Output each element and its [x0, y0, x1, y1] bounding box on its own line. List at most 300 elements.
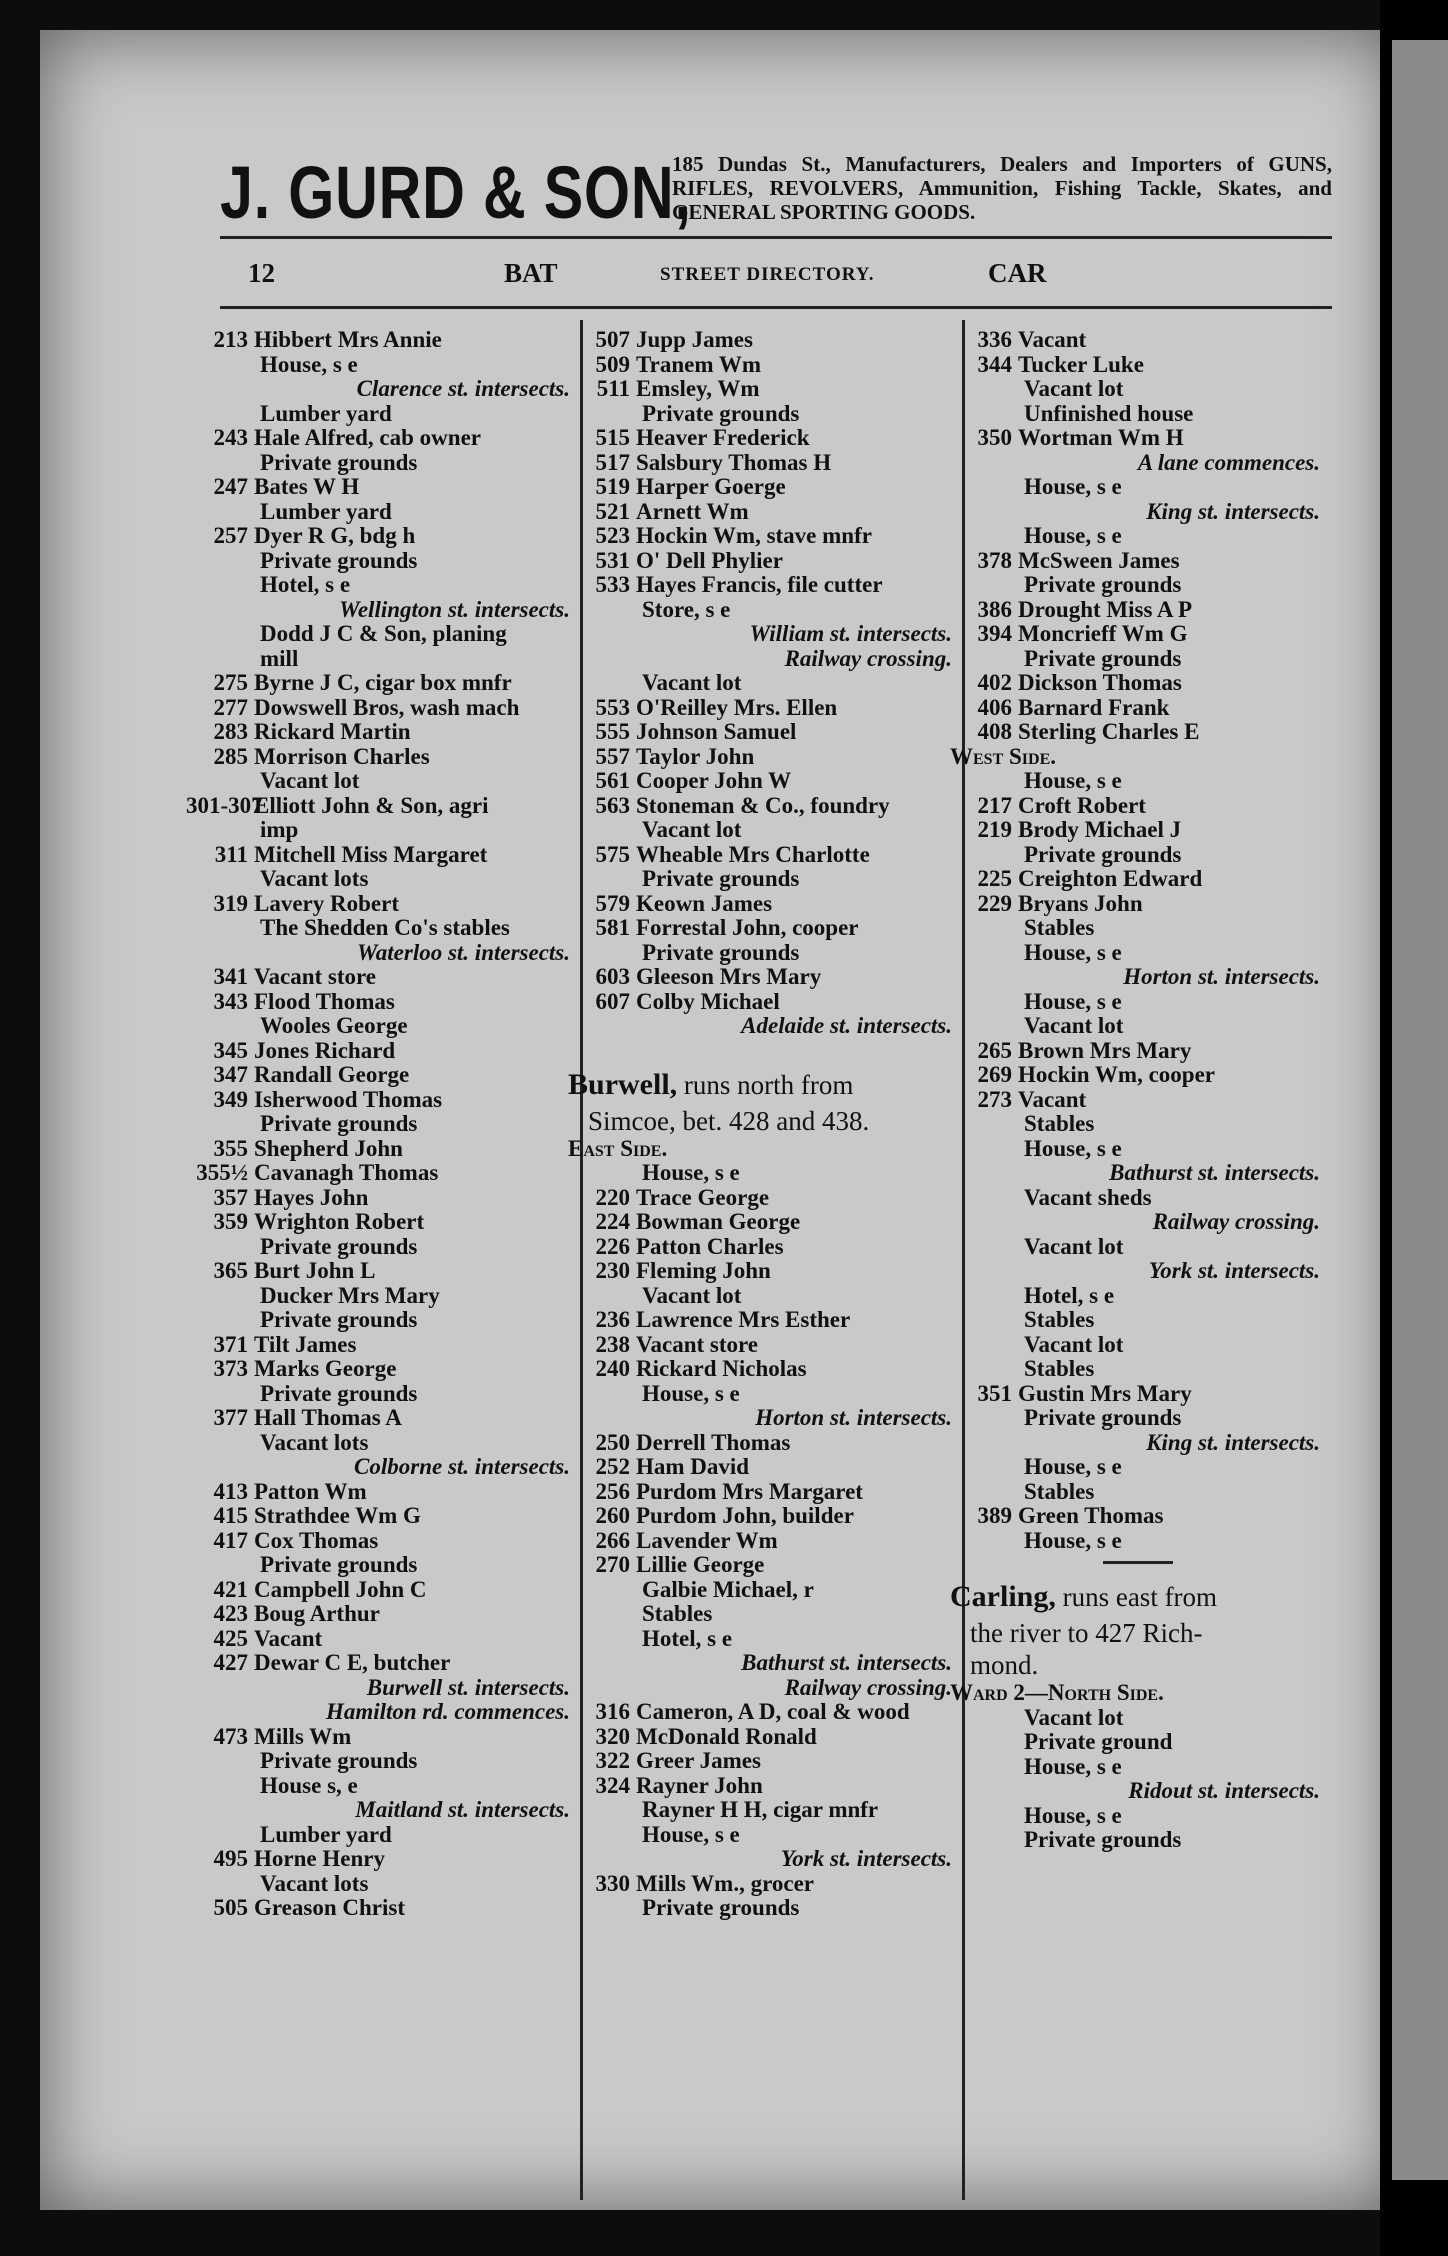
occupant-name: Vacant store — [636, 1331, 759, 1357]
occupant-name: Heaver Frederick — [636, 425, 810, 450]
house-number: 252 — [595, 1454, 630, 1479]
directory-entry — [950, 794, 1326, 819]
directory-entry — [186, 500, 576, 525]
advertisement-header — [220, 140, 1330, 240]
directory-entry — [568, 500, 958, 525]
directory-entry — [186, 1651, 576, 1676]
directory-entry — [950, 1333, 1326, 1358]
occupant-name: Vacant lots — [260, 866, 369, 891]
directory-entry — [186, 353, 576, 378]
occupant-name: House, s e — [1024, 988, 1122, 1014]
occupant-name: House, s e — [1024, 474, 1122, 499]
occupant-name: Stoneman & Co., foundry — [636, 792, 890, 818]
occupant-name: O'Reilley Mrs. Ellen — [636, 694, 838, 720]
directory-entry — [568, 1578, 958, 1603]
directory-entry — [186, 573, 576, 598]
occupant-name: Purdom Mrs Margaret — [636, 1478, 863, 1504]
directory-entry — [186, 1774, 576, 1799]
occupant-name: Private grounds — [1024, 572, 1182, 597]
directory-entry — [568, 524, 958, 549]
directory-entry — [568, 1602, 958, 1627]
occupant-name: House, s e — [642, 1160, 740, 1185]
directory-entry — [186, 867, 576, 892]
directory-entry — [568, 451, 958, 476]
occupant-name: Marks George — [254, 1356, 397, 1381]
directory-entry — [950, 1112, 1326, 1137]
occupant-name: Sterling Charles E — [1018, 719, 1200, 744]
house-number: 575 — [595, 841, 630, 867]
house-number: 224 — [595, 1209, 630, 1234]
house-number: 275 — [213, 670, 248, 695]
directory-entry — [950, 696, 1326, 721]
house-number: 402 — [977, 670, 1012, 695]
house-number: 553 — [595, 694, 630, 720]
directory-entry — [186, 1014, 576, 1039]
house-number: 351 — [977, 1380, 1012, 1406]
house-number: 423 — [213, 1601, 248, 1626]
house-number: 345 — [213, 1037, 248, 1063]
directory-entry — [568, 1798, 958, 1823]
directory-entry — [950, 426, 1326, 451]
occupant-name: Burt John L — [254, 1258, 376, 1283]
occupant-name: Morrison Charles — [254, 743, 430, 769]
cross-street-note: Burwell st. intersects. — [366, 1674, 570, 1700]
occupant-name: Private grounds — [260, 1233, 418, 1259]
directory-entry — [186, 769, 576, 794]
occupant-name: Private grounds — [1024, 645, 1182, 671]
occupant-name: Hayes Francis, file cutter — [636, 572, 883, 597]
directory-entry — [186, 1382, 576, 1407]
directory-entry — [950, 990, 1326, 1015]
house-number: 415 — [213, 1503, 248, 1528]
occupant-name: Vacant lot — [642, 817, 742, 842]
occupant-name: Rickard Nicholas — [636, 1356, 807, 1381]
directory-entry — [950, 549, 1326, 574]
occupant-name: Jones Richard — [254, 1037, 396, 1063]
house-number: 386 — [977, 596, 1012, 622]
house-number: 408 — [977, 719, 1012, 744]
house-number: 579 — [595, 890, 630, 916]
house-number: 311 — [214, 841, 248, 867]
occupant-name: Wheable Mrs Charlotte — [636, 841, 870, 867]
occupant-name: Green Thomas — [1018, 1503, 1164, 1528]
directory-entry — [186, 1896, 576, 1921]
directory-entry — [568, 1553, 958, 1578]
directory-entry — [186, 1333, 576, 1358]
house-number: 505 — [213, 1895, 248, 1920]
directory-entry — [186, 524, 576, 549]
directory-entry — [950, 1755, 1326, 1780]
house-number: 413 — [213, 1478, 248, 1504]
street-heading — [568, 1069, 958, 1105]
directory-entry — [950, 647, 1326, 672]
directory-column-1 — [186, 328, 576, 1921]
directory-entry — [950, 328, 1326, 353]
directory-entry — [568, 377, 958, 402]
occupant-name: Private grounds — [260, 1748, 418, 1773]
occupant-name: McDonald Ronald — [636, 1723, 817, 1749]
directory-entry — [186, 1063, 576, 1088]
cross-street-note: Hamilton rd. commences. — [325, 1699, 570, 1724]
occupant-name: Private grounds — [260, 449, 418, 475]
street-description: runs north from — [677, 1069, 854, 1100]
house-number: 256 — [595, 1478, 630, 1504]
occupant-name: Horne Henry — [254, 1846, 385, 1871]
side-heading: Ward 2—North Side. — [950, 1680, 1164, 1705]
occupant-name: Bowman George — [636, 1209, 801, 1234]
directory-entry — [568, 402, 958, 427]
directory-entry — [950, 475, 1326, 500]
occupant-name: Vacant — [1018, 327, 1087, 352]
header-rule — [220, 236, 1332, 239]
directory-entry — [950, 1706, 1326, 1731]
directory-entry — [950, 843, 1326, 868]
directory-entry — [950, 598, 1326, 623]
occupant-name: Vacant lot — [1024, 1704, 1124, 1730]
occupant-name: The Shedden Co's stables — [260, 915, 510, 940]
house-number: 406 — [977, 694, 1012, 720]
directory-entry — [186, 1749, 576, 1774]
directory-entry — [186, 1529, 576, 1554]
directory-entry — [568, 1774, 958, 1799]
occupant-name: Unfinished house — [1024, 400, 1194, 426]
occupant-name: House, s e — [1024, 1802, 1122, 1828]
house-number: 320 — [595, 1723, 630, 1749]
occupant-name: Private grounds — [642, 400, 800, 426]
house-number: 336 — [977, 327, 1012, 352]
occupant-name: Private grounds — [1024, 1405, 1182, 1430]
occupant-name: Vacant store — [254, 964, 377, 989]
house-number: 250 — [595, 1429, 630, 1455]
occupant-name: Wooles George — [260, 1013, 408, 1038]
occupant-name: Brown Mrs Mary — [1018, 1037, 1192, 1063]
directory-entry — [568, 1700, 958, 1725]
house-number: 378 — [977, 547, 1012, 573]
occupant-name: Rickard Martin — [254, 719, 411, 744]
directory-entry — [186, 622, 576, 647]
next-page-edge — [1392, 40, 1448, 2180]
directory-entry — [186, 696, 576, 721]
house-number: 511 — [596, 376, 630, 401]
directory-entry — [186, 892, 576, 917]
occupant-name: Stables — [1024, 1111, 1095, 1136]
occupant-name: Private grounds — [260, 547, 418, 573]
occupant-name: Stables — [1024, 1307, 1095, 1332]
occupant-name: Lavery Robert — [254, 890, 399, 916]
occupant-name: Creighton Edward — [1018, 866, 1203, 891]
house-number: 347 — [213, 1062, 248, 1087]
occupant-name: Vacant lot — [1024, 1233, 1124, 1259]
directory-entry — [186, 1161, 576, 1186]
house-number: 421 — [213, 1576, 248, 1602]
cross-street-note: Wellington st. intersects. — [339, 596, 570, 622]
cross-street-note: King st. intersects. — [1146, 498, 1320, 524]
directory-entry — [186, 1112, 576, 1137]
directory-entry — [186, 1847, 576, 1872]
house-number: 373 — [213, 1356, 248, 1381]
cross-street-note: Bathurst st. intersects. — [1109, 1160, 1320, 1185]
occupant-name: Trace George — [636, 1184, 770, 1210]
directory-entry — [950, 1382, 1326, 1407]
house-number: 269 — [977, 1062, 1012, 1087]
house-number: 301-307 — [186, 792, 263, 818]
house-number: 270 — [595, 1552, 630, 1577]
street-description: the river to 427 Rich- — [970, 1618, 1203, 1648]
side-heading: West Side. — [950, 743, 1056, 769]
directory-entry — [950, 353, 1326, 378]
directory-entry — [186, 916, 576, 941]
occupant-name: Moncrieff Wm G — [1018, 621, 1188, 646]
directory-entry — [950, 1014, 1326, 1039]
occupant-name: Private ground — [1024, 1729, 1173, 1754]
occupant-name: Johnson Samuel — [636, 719, 797, 744]
cross-street-note: William st. intersects. — [749, 621, 952, 646]
occupant-name: Lawrence Mrs Esther — [636, 1307, 851, 1332]
occupant-name: Private grounds — [1024, 841, 1182, 867]
directory-entry — [186, 402, 576, 427]
directory-entry — [568, 1382, 958, 1407]
occupant-name: House, s e — [642, 1380, 740, 1406]
occupant-name: Store, s e — [642, 596, 731, 622]
directory-entry — [568, 1480, 958, 1505]
occupant-name: Hotel, s e — [1024, 1282, 1115, 1308]
occupant-name: Ham David — [636, 1454, 750, 1479]
occupant-name: Hotel, s e — [642, 1625, 733, 1651]
house-number: 517 — [595, 449, 630, 475]
occupant-name: Strathdee Wm G — [254, 1503, 421, 1528]
directory-entry — [186, 647, 576, 672]
occupant-name: Derrell Thomas — [636, 1429, 791, 1455]
house-number: 240 — [595, 1356, 630, 1381]
directory-entry — [186, 1725, 576, 1750]
house-number: 330 — [595, 1870, 630, 1896]
advertisement-text: 185 Dundas St., Manufacturers, Dealers and Importers of GUNS, RIFLES, REVOLVERS, Ammunition, Fishing Tackle, Skates, and GENERAL SPORTING GOODS. — [672, 152, 1332, 224]
occupant-name: Hale Alfred, cab owner — [254, 425, 481, 450]
house-number: 603 — [595, 964, 630, 989]
house-number: 389 — [977, 1503, 1012, 1528]
occupant-name: Private grounds — [260, 1111, 418, 1136]
occupant-name: Elliott John & Son, agri — [254, 792, 489, 818]
occupant-name: Private grounds — [1024, 1827, 1182, 1852]
street-description: runs east from — [1055, 1582, 1218, 1612]
cross-street-note: Bathurst st. intersects. — [741, 1650, 952, 1675]
directory-entry — [568, 1235, 958, 1260]
directory-entry — [186, 328, 576, 353]
occupant-name: Lumber yard — [260, 400, 392, 426]
occupant-name: imp — [260, 817, 299, 842]
house-number: 225 — [977, 866, 1012, 891]
directory-entry — [186, 671, 576, 696]
directory-entry — [568, 1896, 958, 1921]
directory-entry — [950, 1357, 1326, 1382]
directory-entry — [950, 1455, 1326, 1480]
directory-entry — [950, 1088, 1326, 1113]
occupant-name: Wortman Wm H — [1018, 425, 1184, 450]
house-number: 607 — [595, 988, 630, 1014]
occupant-name: McSween James — [1018, 547, 1180, 573]
occupant-name: House, s e — [260, 351, 358, 377]
directory-entry — [186, 1578, 576, 1603]
directory-entry — [568, 1161, 958, 1186]
house-number: 217 — [977, 792, 1012, 818]
directory-entry — [950, 916, 1326, 941]
occupant-name: Fleming John — [636, 1258, 771, 1283]
occupant-name: Patton Wm — [254, 1478, 367, 1504]
cross-street-note: Railway crossing. — [784, 1674, 952, 1700]
directory-entry — [568, 1823, 958, 1848]
cross-street-note: Ridout st. intersects. — [1128, 1778, 1320, 1803]
directory-entry — [950, 1730, 1326, 1755]
house-number: 230 — [595, 1258, 630, 1283]
occupant-name: Mills Wm — [254, 1723, 352, 1749]
occupant-name: Emsley, Wm — [636, 376, 760, 401]
cross-street-note: Adelaide st. intersects. — [741, 1013, 952, 1038]
directory-entry — [950, 1284, 1326, 1309]
directory-entry — [568, 990, 958, 1015]
directory-entry — [568, 1749, 958, 1774]
directory-entry — [186, 549, 576, 574]
house-number: 341 — [213, 964, 248, 989]
house-number: 371 — [213, 1331, 248, 1357]
occupant-name: Private grounds — [642, 939, 800, 965]
occupant-name: House, s e — [1024, 1135, 1122, 1161]
house-number: 523 — [595, 523, 630, 548]
directory-entry — [950, 1406, 1326, 1431]
occupant-name: Isherwood Thomas — [254, 1086, 443, 1112]
street-name: Carling, — [950, 1580, 1056, 1613]
occupant-name: Private grounds — [260, 1380, 418, 1406]
occupant-name: Private grounds — [642, 1895, 800, 1920]
directory-entry — [950, 769, 1326, 794]
directory-entry — [568, 1333, 958, 1358]
directory-entry — [568, 328, 958, 353]
cross-street-note: York st. intersects. — [780, 1846, 952, 1871]
directory-entry — [568, 843, 958, 868]
cross-street-note: Railway crossing. — [1152, 1209, 1320, 1234]
directory-entry — [186, 475, 576, 500]
house-number: 531 — [595, 547, 630, 573]
occupant-name: Stables — [1024, 1478, 1095, 1504]
house-number: 350 — [977, 425, 1012, 450]
house-number: 238 — [595, 1331, 630, 1357]
occupant-name: Randall George — [254, 1062, 410, 1087]
directory-column-2 — [568, 328, 958, 1921]
occupant-name: Bates W H — [254, 474, 360, 499]
spacer — [568, 1039, 958, 1069]
cross-street-note: Maitland st. intersects. — [355, 1797, 570, 1822]
directory-entry — [568, 475, 958, 500]
directory-entry — [950, 671, 1326, 696]
occupant-name: Patton Charles — [636, 1233, 784, 1259]
directory-entry — [186, 1186, 576, 1211]
directory-entry — [186, 1504, 576, 1529]
cross-street-note: York st. intersects. — [1148, 1258, 1320, 1283]
directory-entry — [950, 720, 1326, 745]
directory-entry — [568, 867, 958, 892]
directory-entry — [568, 1725, 958, 1750]
directory-entry — [950, 867, 1326, 892]
directory-entry — [568, 1210, 958, 1235]
directory-entry — [568, 573, 958, 598]
directory-entry — [568, 1357, 958, 1382]
directory-entry — [186, 794, 576, 819]
directory-entry — [950, 1504, 1326, 1529]
house-number: 260 — [595, 1503, 630, 1528]
house-number: 359 — [213, 1209, 248, 1234]
directory-entry — [186, 1872, 576, 1897]
directory-entry — [950, 1529, 1326, 1554]
house-number: 377 — [213, 1405, 248, 1430]
occupant-name: Boug Arthur — [254, 1601, 380, 1626]
directory-entry — [950, 622, 1326, 647]
occupant-name: Tucker Luke — [1018, 351, 1144, 377]
directory-entry — [186, 990, 576, 1015]
occupant-name: Greer James — [636, 1748, 761, 1773]
directory-entry — [568, 1431, 958, 1456]
directory-entry — [568, 1455, 958, 1480]
occupant-name: Hockin Wm, cooper — [1018, 1062, 1215, 1087]
occupant-name: House, s e — [1024, 939, 1122, 965]
occupant-name: Salsbury Thomas H — [636, 449, 832, 475]
directory-entry — [568, 598, 958, 623]
street-description: mond. — [970, 1650, 1039, 1680]
occupant-name: Croft Robert — [1018, 792, 1146, 818]
house-number: 324 — [595, 1772, 630, 1798]
directory-entry — [950, 818, 1326, 843]
cross-street-note: Railway crossing. — [784, 645, 952, 671]
directory-entry — [186, 843, 576, 868]
street-heading — [950, 1581, 1326, 1617]
occupant-name: Drought Miss A P — [1018, 596, 1193, 622]
house-number: 427 — [213, 1650, 248, 1675]
occupant-name: Shepherd John — [254, 1135, 403, 1161]
occupant-name: Private grounds — [260, 1307, 418, 1332]
directory-entry — [568, 1504, 958, 1529]
occupant-name: Wrighton Robert — [254, 1209, 425, 1234]
directory-entry — [568, 1529, 958, 1554]
cross-street-note: Colborne st. intersects. — [354, 1454, 570, 1479]
occupant-name: Barnard Frank — [1018, 694, 1170, 720]
occupant-name: Colby Michael — [636, 988, 780, 1014]
directory-entry — [950, 1235, 1326, 1260]
directory-entry — [186, 1039, 576, 1064]
occupant-name: Hockin Wm, stave mnfr — [636, 523, 872, 548]
occupant-name: Arnett Wm — [636, 498, 749, 524]
house-number: 495 — [213, 1846, 248, 1871]
occupant-name: Brody Michael J — [1018, 817, 1182, 842]
house-number: 507 — [595, 327, 630, 352]
occupant-name: Harper Goerge — [636, 474, 786, 499]
directory-entry — [950, 377, 1326, 402]
street-name: Burwell, — [568, 1067, 678, 1101]
occupant-name: House, s e — [1024, 1753, 1122, 1779]
occupant-name: Dowswell Bros, wash mach — [254, 694, 520, 720]
house-number: 555 — [595, 719, 630, 744]
occupant-name: Lumber yard — [260, 1821, 392, 1847]
house-number: 226 — [595, 1233, 630, 1259]
directory-entry — [186, 720, 576, 745]
house-number: 561 — [595, 768, 630, 793]
directory-entry — [186, 1553, 576, 1578]
occupant-name: Hibbert Mrs Annie — [254, 327, 442, 352]
occupant-name: House, s e — [1024, 768, 1122, 793]
directory-entry — [568, 1872, 958, 1897]
house-number: 322 — [595, 1748, 630, 1773]
directory-entry — [186, 1602, 576, 1627]
directory-entry — [568, 720, 958, 745]
house-number: 316 — [595, 1699, 630, 1724]
directory-entry — [186, 1088, 576, 1113]
